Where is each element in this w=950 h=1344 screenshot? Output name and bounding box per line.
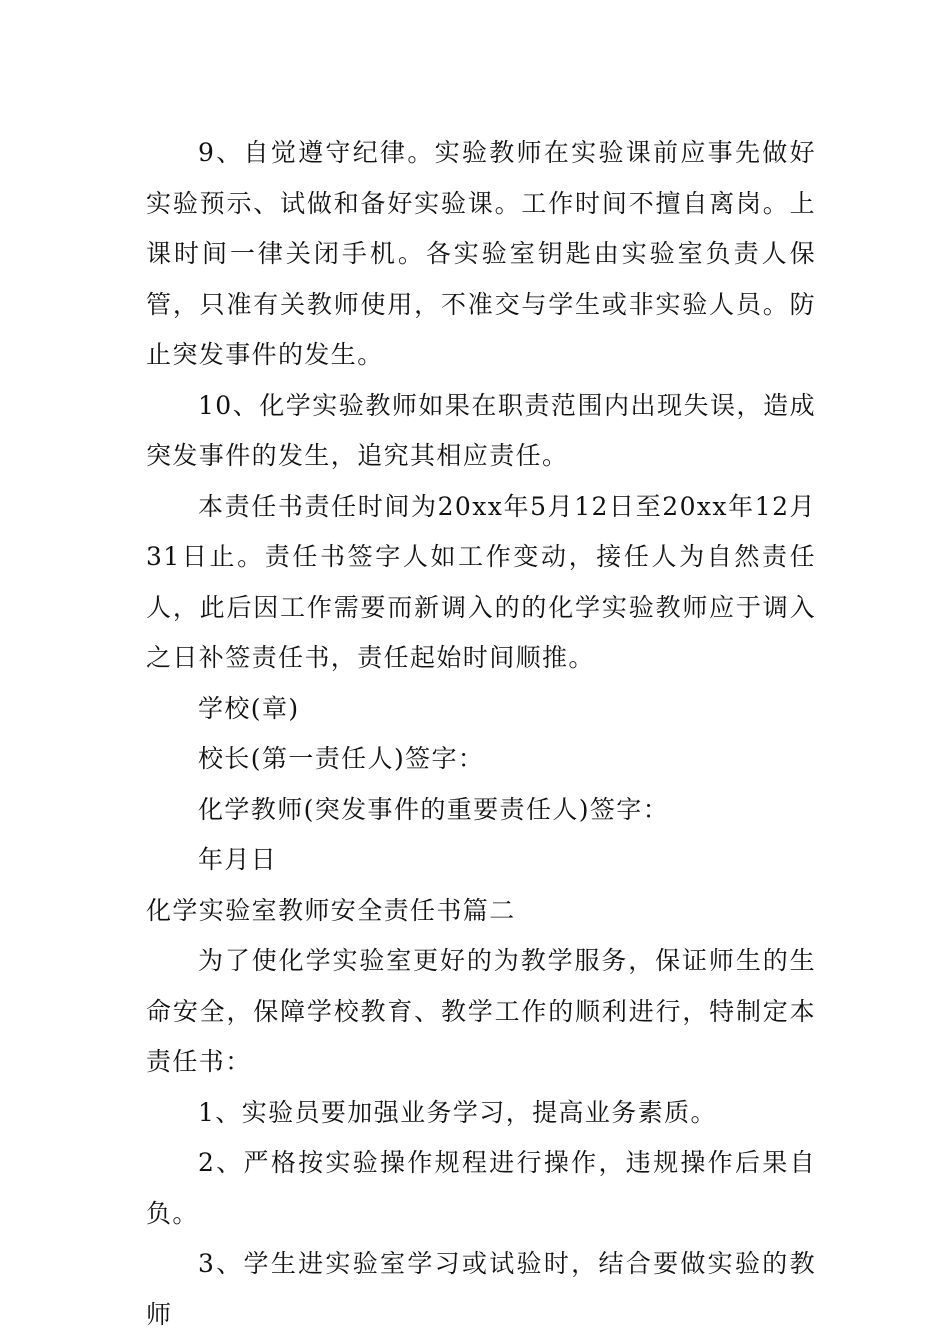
date-line: 年月日: [198, 845, 278, 874]
document-body: [146, 128, 816, 1340]
school-seal-line: 学校(章): [198, 693, 300, 723]
paragraph-item-1: 1、实验员要加强业务学习，提高业务素质。: [198, 1097, 717, 1127]
paragraph-intro: 为了使化学实验室更好的为教学服务，保证师生的生命安全，保障学校教育、教学工作的顺利进行，特制定本责任书：: [146, 946, 816, 1076]
paragraph-term: 本责任书责任时间为20xx年5月12日至20xx年12月31日止。责任书签字人如工作变动，接任人为自然责任人，此后因工作需要而新调入的的化学实验教师应于调入之日补签责任书，责任起始时间顺推。: [146, 491, 816, 672]
paragraph-item-2: 2、严格按实验操作规程进行操作，违规操作后果自负。: [146, 1148, 816, 1228]
section-heading: 化学实验室教师安全责任书篇二: [146, 895, 516, 925]
paragraph-rule-10: 10、化学实验教师如果在职责范围内出现失误，造成突发事件的发生，追究其相应责任。: [146, 390, 816, 470]
paragraph-item-3: 3、学生进实验室学习或试验时，结合要做实验的教师: [146, 1249, 816, 1329]
teacher-signature-line: 化学教师(突发事件的重要责任人)签字：: [198, 794, 670, 824]
principal-signature-line: 校长(第一责任人)签字：: [198, 744, 485, 773]
paragraph-rule-9: 9、自觉遵守纪律。实验教师在实验课前应事先做好实验预示、试做和备好实验课。工作时间不擅自离岗。上课时间一律关闭手机。各实验室钥匙由实验室负责人保管，只准有关教师使用，不准交与学生或非实验人员。防止突发事件的发生。: [146, 138, 816, 369]
